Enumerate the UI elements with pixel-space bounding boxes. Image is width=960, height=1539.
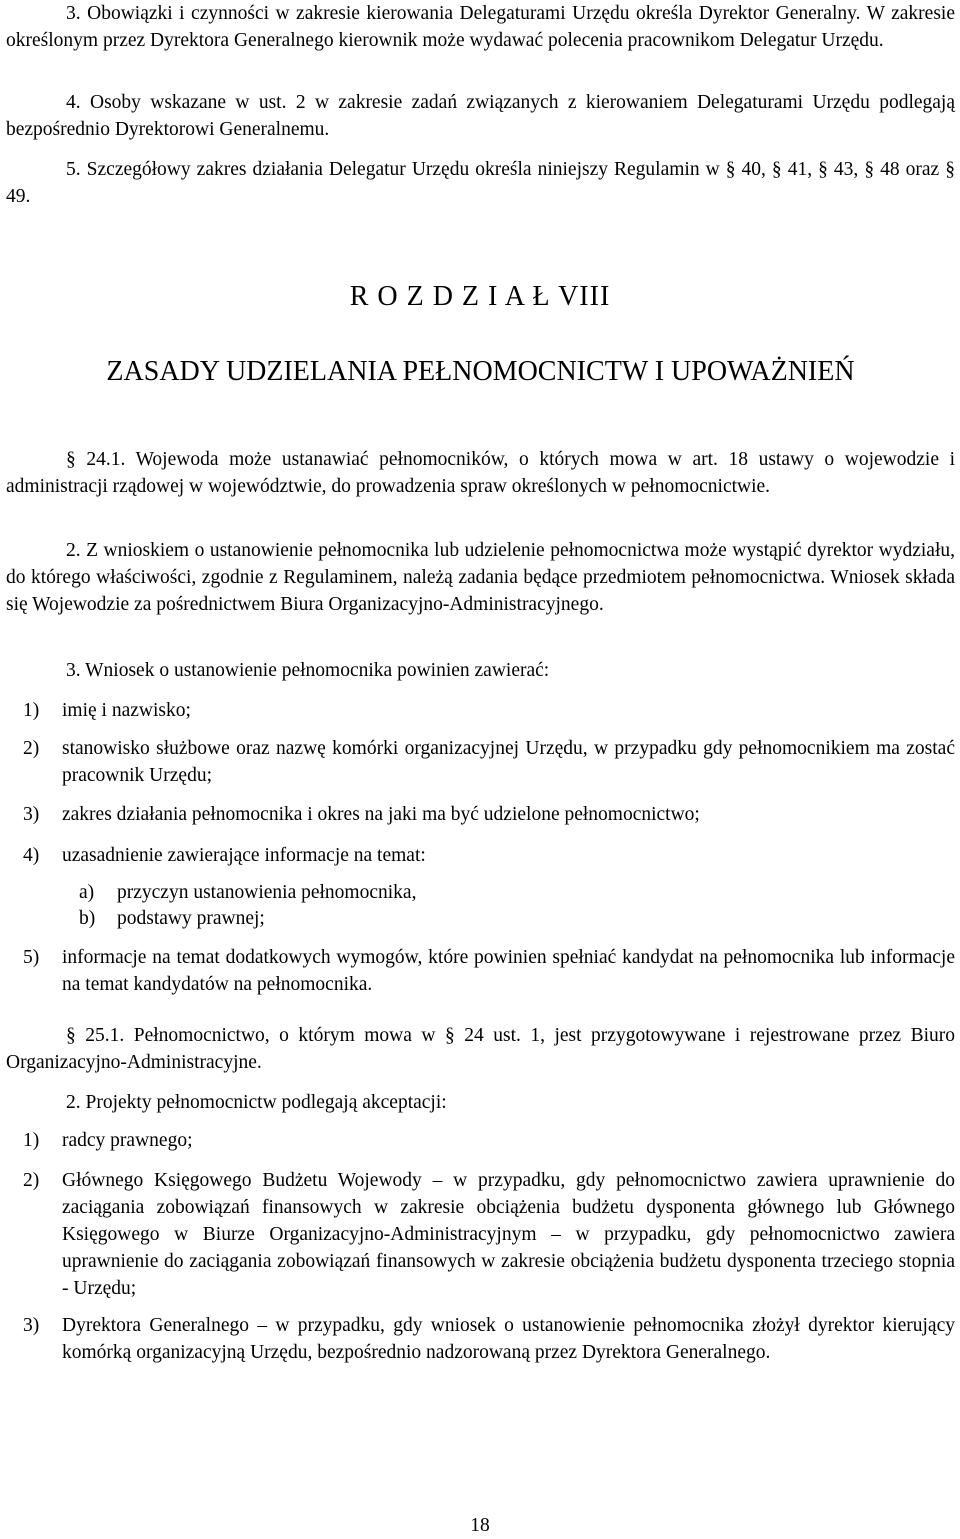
list-item-number: 3) — [23, 1315, 40, 1336]
list-item-number: 2) — [23, 1170, 40, 1191]
list-item-number: 1) — [23, 1130, 40, 1151]
list-item-number: 2) — [23, 738, 40, 759]
chapter-title: ZASADY UDZIELANIA PEŁNOMOCNICTW I UPOWAŻNIEŃ — [106, 356, 855, 387]
section-25-paragraph-1: § 25.1. Pełnomocnictwo, o którym mowa w § 24 ust. 1, jest przygotowywane i rejestrowane przez Biuro Organizacyjno-Administracyjne. — [6, 1025, 955, 1073]
list-item-number: 1) — [23, 700, 40, 721]
list-item-text: Głównego Księgowego Budżetu Wojewody – w przypadku, gdy pełnomocnictwo zawiera uprawnienie do zaciągania zobowiązań finansowych w zakresie obciążenia budżetu dysponenta głównego lub Głównego Księgowego w Biurze Organizacyjno-Administracyjnym – w przypadku, gdy pełnomocnictwo zawiera uprawnienie do zaciągania zobowiązań finansowych w zakresie obciążenia budżetu dysponenta trzeciego stopnia - Urzędu; — [62, 1170, 955, 1299]
sub-list-item-text: przyczyn ustanowienia pełnomocnika, — [117, 882, 417, 903]
list-item-text: uzasadnienie zawierające informacje na temat: — [62, 845, 426, 866]
section-24-paragraph-2: 2. Z wnioskiem o ustanowienie pełnomocnika lub udzielenie pełnomocnictwa może wystąpić dyrektor wydziału, do którego właściwości, zgodnie z Regulaminem, należą zadania będące przedmiotem pełnomocnictwa. Wniosek składa się Wojewodzie za pośrednictwem Biura Organizacyjno-Administracyjnego. — [6, 540, 955, 615]
paragraph-3: 3. Obowiązki i czynności w zakresie kierowania Delegaturami Urzędu określa Dyrektor Generalny. W zakresie określonym przez Dyrektora Generalnego kierownik może wydawać polecenia pracownikom Delegatur Urzędu. — [6, 3, 955, 51]
list-item-text: stanowisko służbowe oraz nazwę komórki organizacyjnej Urzędu, w przypadku gdy pełnomocnikiem ma zostać pracownik Urzędu; — [62, 738, 955, 786]
list-item-number: 5) — [23, 947, 40, 968]
list-item-number: 3) — [23, 804, 40, 825]
section-24-paragraph-1: § 24.1. Wojewoda może ustanawiać pełnomocników, o których mowa w art. 18 ustawy o wojewodzie i administracji rządowej w województwie, do prowadzenia spraw określonych w pełnomocnictwie. — [6, 449, 955, 497]
section-24-paragraph-3: 3. Wniosek o ustanowienie pełnomocnika powinien zawierać: — [66, 660, 550, 681]
section-25-paragraph-2: 2. Projekty pełnomocnictw podlegają akceptacji: — [66, 1092, 447, 1113]
list-item-text: imię i nazwisko; — [62, 700, 191, 721]
page-number: 18 — [470, 1515, 490, 1536]
sub-list-item-text: podstawy prawnej; — [117, 908, 265, 929]
list-item-number: 4) — [23, 845, 40, 866]
list-item-text: informacje na temat dodatkowych wymogów, które powinien spełniać kandydat na pełnomocnika lub informacje na temat kandydatów na pełnomocnika. — [62, 947, 955, 995]
list-item-text: Dyrektora Generalnego – w przypadku, gdy wniosek o ustanowienie pełnomocnika złożył dyrektor kierujący komórką organizacyjną Urzędu, bezpośrednio nadzorowaną przez Dyrektora Generalnego. — [62, 1315, 955, 1363]
paragraph-5: 5. Szczegółowy zakres działania Delegatur Urzędu określa niniejszy Regulamin w § 40, § 41, § 43, § 48 oraz § 49. — [6, 159, 955, 207]
list-item-text: radcy prawnego; — [62, 1130, 193, 1151]
chapter-number: R O Z D Z I A Ł VIII — [349, 281, 611, 312]
sub-list-item-letter: b) — [79, 908, 96, 929]
list-item-text: zakres działania pełnomocnika i okres na jaki ma być udzielone pełnomocnictwo; — [62, 804, 700, 825]
paragraph-4: 4. Osoby wskazane w ust. 2 w zakresie zadań związanych z kierowaniem Delegaturami Urzędu podlegają bezpośrednio Dyrektorowi Generalnemu. — [6, 92, 955, 140]
sub-list-item-letter: a) — [79, 882, 95, 903]
